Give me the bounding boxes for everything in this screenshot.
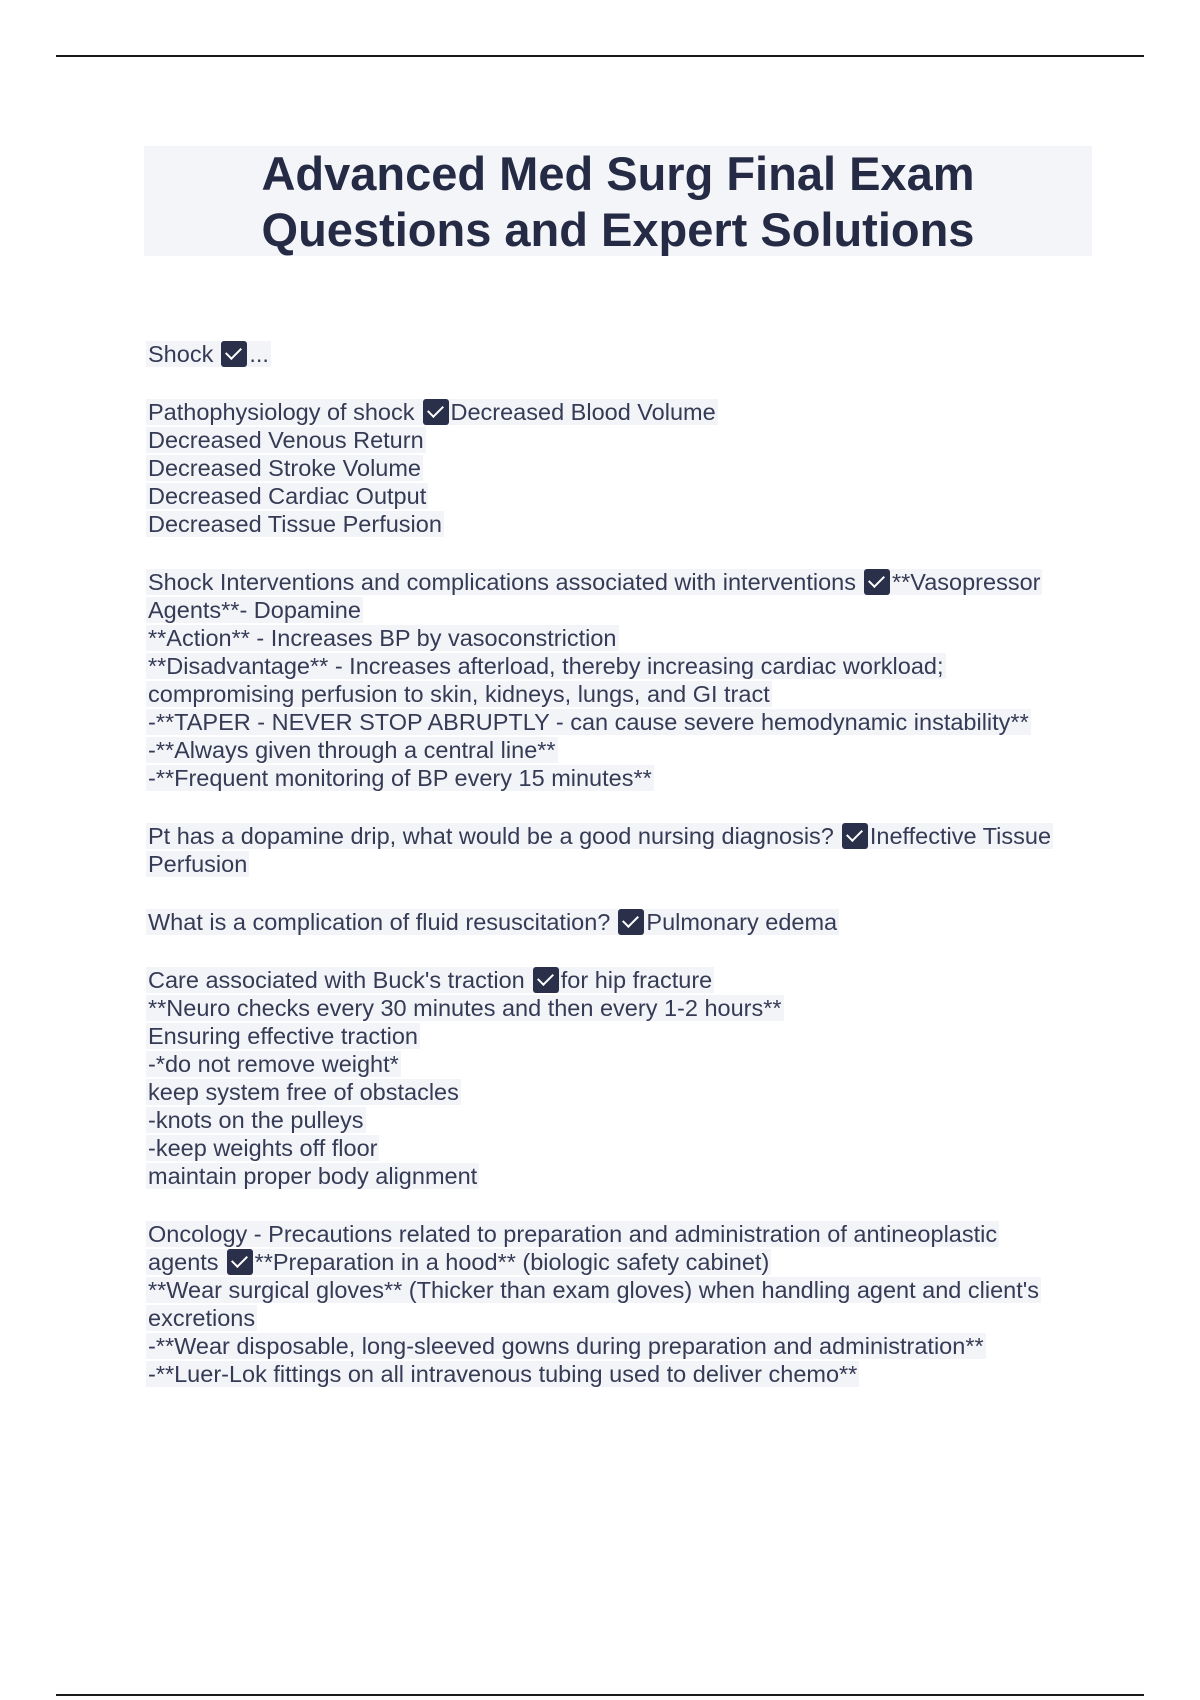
qa-item (146, 966, 1086, 1190)
question-text: Oncology - Precautions related to preparation and administration of antineoplastic (148, 1221, 998, 1247)
qa-list (146, 340, 1086, 1418)
checkmark-icon (533, 967, 559, 993)
checkmark-icon (618, 909, 644, 935)
question-text: Care associated with Buck's traction (148, 967, 525, 993)
answer-line: -knots on the pulleys (148, 1107, 364, 1133)
qa-item (146, 398, 1086, 538)
answer-line: Perfusion (148, 851, 248, 877)
answer-text: Ineffective Tissue (869, 823, 1052, 849)
answer-line: -**TAPER - NEVER STOP ABRUPTLY - can cause severe hemodynamic instability** (148, 709, 1029, 735)
answer-line: keep system free of obstacles (148, 1079, 459, 1105)
checkmark-icon (423, 399, 449, 425)
answer-line: Decreased Cardiac Output (148, 483, 427, 509)
checkmark-icon (227, 1249, 253, 1275)
answer-line: -*do not remove weight* (148, 1051, 399, 1077)
answer-line: Decreased Tissue Perfusion (148, 511, 442, 537)
document-title-line-2: Questions and Expert Solutions (261, 203, 975, 256)
answer-text: **Vasopressor (892, 569, 1041, 595)
qa-item (146, 568, 1086, 792)
answer-line: **Action** - Increases BP by vasoconstriction (148, 625, 617, 651)
answer-line: -**Luer-Lok fittings on all intravenous tubing used to deliver chemo** (148, 1361, 858, 1387)
question-text: Pt has a dopamine drip, what would be a good nursing diagnosis? (148, 823, 834, 849)
answer-text: Decreased Blood Volume (450, 399, 716, 425)
question-text: What is a complication of fluid resuscitation? (148, 909, 611, 935)
answer-text: ... (249, 341, 269, 367)
answer-line: maintain proper body alignment (148, 1163, 478, 1189)
qa-item (146, 908, 1086, 936)
answer-text: Pulmonary edema (646, 909, 838, 935)
checkmark-icon (221, 341, 247, 367)
document-title-line-1: Advanced Med Surg Final Exam (261, 147, 975, 200)
answer-line: Decreased Stroke Volume (148, 455, 422, 481)
header-rule (56, 55, 1144, 57)
answer-line: **Disadvantage** - Increases afterload, thereby increasing cardiac workload; (148, 653, 944, 679)
answer-line: **Wear surgical gloves** (Thicker than exam gloves) when handling agent and client's (148, 1277, 1040, 1303)
question-text: Shock (148, 341, 214, 367)
answer-line: compromising perfusion to skin, kidneys, lungs, and GI tract (148, 681, 770, 707)
answer-text: **Preparation in a hood** (biologic safety cabinet) (254, 1249, 770, 1275)
answer-line: excretions (148, 1305, 256, 1331)
answer-line: Ensuring effective traction (148, 1023, 418, 1049)
footer-rule (56, 1694, 1144, 1696)
question-text: Shock Interventions and complications associated with interventions (148, 569, 856, 595)
answer-line: -**Frequent monitoring of BP every 15 minutes** (148, 765, 652, 791)
checkmark-icon (842, 823, 868, 849)
question-text: Pathophysiology of shock (148, 399, 415, 425)
checkmark-icon (864, 569, 890, 595)
answer-line: Decreased Venous Return (148, 427, 424, 453)
qa-item (146, 1220, 1086, 1388)
answer-text: for hip fracture (560, 967, 713, 993)
answer-line: Agents**- Dopamine (148, 597, 361, 623)
answer-line: -**Wear disposable, long-sleeved gowns during preparation and administration** (148, 1333, 984, 1359)
answer-line: **Neuro checks every 30 minutes and then every 1-2 hours** (148, 995, 782, 1021)
qa-item (146, 822, 1086, 878)
title-block (144, 146, 1092, 256)
answer-line: -**Always given through a central line** (148, 737, 556, 763)
qa-item (146, 340, 1086, 368)
question-text: agents (148, 1249, 219, 1275)
answer-line: -keep weights off floor (148, 1135, 378, 1161)
